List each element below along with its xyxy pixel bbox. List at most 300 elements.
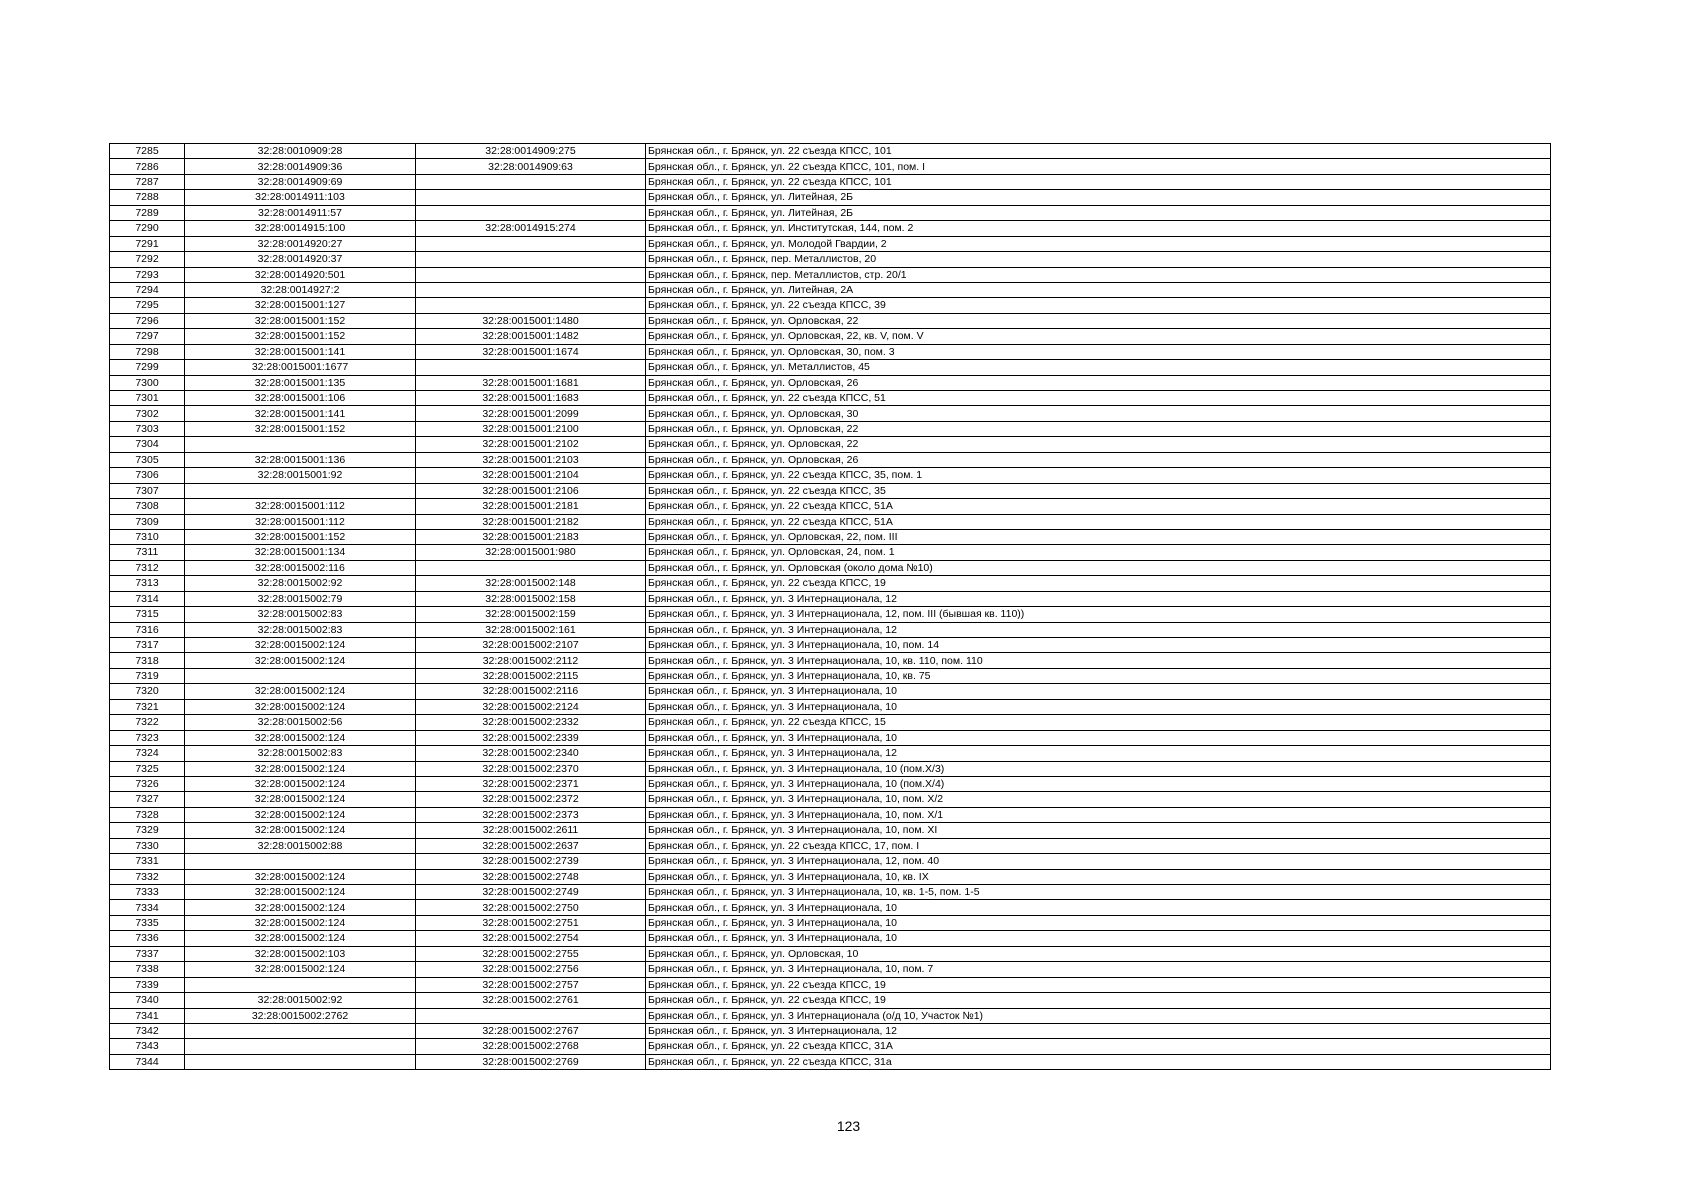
object-cadastral-number-cell: 32:28:0015002:2751 <box>416 915 646 930</box>
table-row <box>110 514 1551 529</box>
row-number-cell: 7293 <box>110 267 185 282</box>
object-cadastral-number-cell: 32:28:0015001:2099 <box>416 406 646 421</box>
address-cell: Брянская обл., г. Брянск, ул. 3 Интернационала, 10 <box>646 900 1551 915</box>
row-number-cell: 7343 <box>110 1039 185 1054</box>
address-cell: Брянская обл., г. Брянск, ул. 3 Интернационала, 10 (пом.Х/3) <box>646 761 1551 776</box>
table-row <box>110 1023 1551 1038</box>
table-row <box>110 159 1551 174</box>
address-cell: Брянская обл., г. Брянск, ул. Орловская, 30 <box>646 406 1551 421</box>
row-number-cell: 7312 <box>110 560 185 575</box>
table-row <box>110 421 1551 436</box>
address-cell: Брянская обл., г. Брянск, ул. Орловская (около дома №10) <box>646 560 1551 575</box>
table-row <box>110 545 1551 560</box>
object-cadastral-number-cell: 32:28:0015002:2340 <box>416 746 646 761</box>
address-cell: Брянская обл., г. Брянск, ул. Литейная, 2Б <box>646 190 1551 205</box>
row-number-cell: 7325 <box>110 761 185 776</box>
address-cell: Брянская обл., г. Брянск, ул. 3 Интернационала, 10 <box>646 699 1551 714</box>
land-cadastral-number-cell <box>185 437 416 452</box>
table-row <box>110 437 1551 452</box>
address-cell: Брянская обл., г. Брянск, ул. Орловская, 30, пом. 3 <box>646 344 1551 359</box>
land-cadastral-number-cell: 32:28:0015002:124 <box>185 776 416 791</box>
object-cadastral-number-cell: 32:28:0015001:1482 <box>416 329 646 344</box>
table-body <box>110 144 1551 1070</box>
object-cadastral-number-cell: 32:28:0015002:2112 <box>416 653 646 668</box>
land-cadastral-number-cell: 32:28:0014927:2 <box>185 282 416 297</box>
row-number-cell: 7317 <box>110 638 185 653</box>
land-cadastral-number-cell <box>185 483 416 498</box>
land-cadastral-number-cell: 32:28:0014915:100 <box>185 221 416 236</box>
object-cadastral-number-cell: 32:28:0015002:2757 <box>416 977 646 992</box>
land-cadastral-number-cell: 32:28:0015001:134 <box>185 545 416 560</box>
table-row <box>110 221 1551 236</box>
table-row <box>110 946 1551 961</box>
object-cadastral-number-cell: 32:28:0015002:2339 <box>416 730 646 745</box>
land-cadastral-number-cell: 32:28:0015002:124 <box>185 807 416 822</box>
row-number-cell: 7294 <box>110 282 185 297</box>
object-cadastral-number-cell: 32:28:0015002:2116 <box>416 684 646 699</box>
address-cell: Брянская обл., г. Брянск, ул. Молодой Гвардии, 2 <box>646 236 1551 251</box>
table-row <box>110 144 1551 159</box>
address-cell: Брянская обл., г. Брянск, ул. 3 Интернационала, 10, пом. XI <box>646 823 1551 838</box>
table-row <box>110 576 1551 591</box>
land-cadastral-number-cell: 32:28:0015001:106 <box>185 391 416 406</box>
address-cell: Брянская обл., г. Брянск, ул. Орловская, 22, пом. III <box>646 529 1551 544</box>
object-cadastral-number-cell: 32:28:0015002:2373 <box>416 807 646 822</box>
land-cadastral-number-cell: 32:28:0015002:124 <box>185 931 416 946</box>
land-cadastral-number-cell: 32:28:0015002:124 <box>185 638 416 653</box>
address-cell: Брянская обл., г. Брянск, пер. Металлистов, 20 <box>646 252 1551 267</box>
address-cell: Брянская обл., г. Брянск, ул. 22 съезда КПСС, 51А <box>646 514 1551 529</box>
row-number-cell: 7303 <box>110 421 185 436</box>
row-number-cell: 7291 <box>110 236 185 251</box>
address-cell: Брянская обл., г. Брянск, ул. 3 Интернационала, 10 (пом.Х/4) <box>646 776 1551 791</box>
row-number-cell: 7326 <box>110 776 185 791</box>
row-number-cell: 7308 <box>110 499 185 514</box>
address-cell: Брянская обл., г. Брянск, ул. 22 съезда КПСС, 19 <box>646 576 1551 591</box>
address-cell: Брянская обл., г. Брянск, ул. 3 Интернационала, 12, пом. III (бывшая кв. 110)) <box>646 607 1551 622</box>
land-cadastral-number-cell <box>185 977 416 992</box>
row-number-cell: 7299 <box>110 360 185 375</box>
land-cadastral-number-cell: 32:28:0014920:27 <box>185 236 416 251</box>
row-number-cell: 7321 <box>110 699 185 714</box>
land-cadastral-number-cell: 32:28:0015002:92 <box>185 993 416 1008</box>
object-cadastral-number-cell <box>416 360 646 375</box>
object-cadastral-number-cell: 32:28:0015001:980 <box>416 545 646 560</box>
table-row <box>110 854 1551 869</box>
table-row <box>110 823 1551 838</box>
land-cadastral-number-cell: 32:28:0015002:124 <box>185 792 416 807</box>
row-number-cell: 7322 <box>110 715 185 730</box>
land-cadastral-number-cell: 32:28:0015001:136 <box>185 452 416 467</box>
land-cadastral-number-cell: 32:28:0015002:124 <box>185 653 416 668</box>
row-number-cell: 7315 <box>110 607 185 622</box>
table-row <box>110 761 1551 776</box>
object-cadastral-number-cell: 32:28:0015002:161 <box>416 622 646 637</box>
land-cadastral-number-cell: 32:28:0014920:37 <box>185 252 416 267</box>
land-cadastral-number-cell: 32:28:0015002:124 <box>185 823 416 838</box>
table-row <box>110 1008 1551 1023</box>
row-number-cell: 7323 <box>110 730 185 745</box>
land-cadastral-number-cell: 32:28:0015001:152 <box>185 329 416 344</box>
address-cell: Брянская обл., г. Брянск, ул. Орловская, 10 <box>646 946 1551 961</box>
object-cadastral-number-cell <box>416 298 646 313</box>
object-cadastral-number-cell: 32:28:0015002:2611 <box>416 823 646 838</box>
table-row <box>110 329 1551 344</box>
address-cell: Брянская обл., г. Брянск, ул. 22 съезда КПСС, 17, пом. I <box>646 838 1551 853</box>
address-cell: Брянская обл., г. Брянск, ул. Орловская, 22 <box>646 437 1551 452</box>
object-cadastral-number-cell: 32:28:0015002:2370 <box>416 761 646 776</box>
row-number-cell: 7286 <box>110 159 185 174</box>
table-row <box>110 499 1551 514</box>
table-row <box>110 560 1551 575</box>
row-number-cell: 7332 <box>110 869 185 884</box>
object-cadastral-number-cell: 32:28:0015002:158 <box>416 591 646 606</box>
table-row <box>110 885 1551 900</box>
land-cadastral-number-cell <box>185 1039 416 1054</box>
address-cell: Брянская обл., г. Брянск, ул. 22 съезда КПСС, 19 <box>646 993 1551 1008</box>
land-cadastral-number-cell: 32:28:0015002:56 <box>185 715 416 730</box>
table-row <box>110 838 1551 853</box>
object-cadastral-number-cell: 32:28:0015001:1480 <box>416 313 646 328</box>
address-cell: Брянская обл., г. Брянск, ул. 22 съезда КПСС, 101 <box>646 144 1551 159</box>
row-number-cell: 7309 <box>110 514 185 529</box>
table-row <box>110 174 1551 189</box>
object-cadastral-number-cell: 32:28:0015002:148 <box>416 576 646 591</box>
land-cadastral-number-cell: 32:28:0015001:152 <box>185 421 416 436</box>
row-number-cell: 7287 <box>110 174 185 189</box>
land-cadastral-number-cell: 32:28:0015001:152 <box>185 313 416 328</box>
land-cadastral-number-cell: 32:28:0015001:112 <box>185 499 416 514</box>
row-number-cell: 7342 <box>110 1023 185 1038</box>
land-cadastral-number-cell: 32:28:0015001:135 <box>185 375 416 390</box>
object-cadastral-number-cell: 32:28:0015001:1674 <box>416 344 646 359</box>
object-cadastral-number-cell: 32:28:0015002:2748 <box>416 869 646 884</box>
land-cadastral-number-cell: 32:28:0014909:36 <box>185 159 416 174</box>
land-cadastral-number-cell: 32:28:0014911:57 <box>185 205 416 220</box>
table-row <box>110 684 1551 699</box>
address-cell: Брянская обл., г. Брянск, ул. 22 съезда КПСС, 101 <box>646 174 1551 189</box>
land-cadastral-number-cell: 32:28:0014909:69 <box>185 174 416 189</box>
row-number-cell: 7288 <box>110 190 185 205</box>
table-row <box>110 344 1551 359</box>
table-row <box>110 993 1551 1008</box>
land-cadastral-number-cell: 32:28:0015002:83 <box>185 607 416 622</box>
land-cadastral-number-cell <box>185 1023 416 1038</box>
address-cell: Брянская обл., г. Брянск, ул. Институтская, 144, пом. 2 <box>646 221 1551 236</box>
table-row <box>110 607 1551 622</box>
land-cadastral-number-cell: 32:28:0015002:116 <box>185 560 416 575</box>
row-number-cell: 7329 <box>110 823 185 838</box>
table-row <box>110 931 1551 946</box>
row-number-cell: 7295 <box>110 298 185 313</box>
row-number-cell: 7335 <box>110 915 185 930</box>
row-number-cell: 7310 <box>110 529 185 544</box>
row-number-cell: 7304 <box>110 437 185 452</box>
row-number-cell: 7301 <box>110 391 185 406</box>
page-number: 123 <box>836 1118 861 1134</box>
table-row <box>110 205 1551 220</box>
address-cell: Брянская обл., г. Брянск, ул. 3 Интернационала, 10 <box>646 730 1551 745</box>
address-cell: Брянская обл., г. Брянск, ул. 3 Интернационала, 10 <box>646 915 1551 930</box>
address-cell: Брянская обл., г. Брянск, ул. 22 съезда КПСС, 31а <box>646 1054 1551 1069</box>
land-cadastral-number-cell: 32:28:0015002:124 <box>185 915 416 930</box>
land-cadastral-number-cell: 32:28:0015001:141 <box>185 344 416 359</box>
land-cadastral-number-cell: 32:28:0015002:83 <box>185 746 416 761</box>
address-cell: Брянская обл., г. Брянск, ул. Орловская, 22 <box>646 421 1551 436</box>
address-cell: Брянская обл., г. Брянск, ул. 22 съезда КПСС, 15 <box>646 715 1551 730</box>
object-cadastral-number-cell <box>416 252 646 267</box>
table-row <box>110 298 1551 313</box>
row-number-cell: 7318 <box>110 653 185 668</box>
object-cadastral-number-cell <box>416 190 646 205</box>
table-row <box>110 406 1551 421</box>
table-row <box>110 776 1551 791</box>
land-cadastral-number-cell: 32:28:0014920:501 <box>185 267 416 282</box>
object-cadastral-number-cell: 32:28:0015001:1681 <box>416 375 646 390</box>
object-cadastral-number-cell <box>416 560 646 575</box>
row-number-cell: 7341 <box>110 1008 185 1023</box>
row-number-cell: 7320 <box>110 684 185 699</box>
address-cell: Брянская обл., г. Брянск, ул. 3 Интернационала, 12 <box>646 746 1551 761</box>
address-cell: Брянская обл., г. Брянск, ул. 22 съезда КПСС, 31А <box>646 1039 1551 1054</box>
row-number-cell: 7340 <box>110 993 185 1008</box>
row-number-cell: 7333 <box>110 885 185 900</box>
object-cadastral-number-cell: 32:28:0015001:2181 <box>416 499 646 514</box>
table-row <box>110 792 1551 807</box>
table-row <box>110 730 1551 745</box>
table-row <box>110 529 1551 544</box>
row-number-cell: 7300 <box>110 375 185 390</box>
address-cell: Брянская обл., г. Брянск, ул. 3 Интернационала (о/д 10, Участок №1) <box>646 1008 1551 1023</box>
land-cadastral-number-cell: 32:28:0014911:103 <box>185 190 416 205</box>
land-cadastral-number-cell: 32:28:0015002:124 <box>185 900 416 915</box>
row-number-cell: 7285 <box>110 144 185 159</box>
address-cell: Брянская обл., г. Брянск, пер. Металлистов, стр. 20/1 <box>646 267 1551 282</box>
land-cadastral-number-cell: 32:28:0015002:103 <box>185 946 416 961</box>
row-number-cell: 7337 <box>110 946 185 961</box>
land-cadastral-number-cell: 32:28:0015001:127 <box>185 298 416 313</box>
object-cadastral-number-cell: 32:28:0014909:275 <box>416 144 646 159</box>
land-cadastral-number-cell: 32:28:0015002:2762 <box>185 1008 416 1023</box>
address-cell: Брянская обл., г. Брянск, ул. Металлистов, 45 <box>646 360 1551 375</box>
object-cadastral-number-cell <box>416 236 646 251</box>
address-cell: Брянская обл., г. Брянск, ул. 3 Интернационала, 10 <box>646 684 1551 699</box>
land-cadastral-number-cell: 32:28:0015002:124 <box>185 684 416 699</box>
object-cadastral-number-cell: 32:28:0015001:2100 <box>416 421 646 436</box>
land-cadastral-number-cell: 32:28:0015001:152 <box>185 529 416 544</box>
address-cell: Брянская обл., г. Брянск, ул. 3 Интернационала, 12 <box>646 1023 1551 1038</box>
row-number-cell: 7302 <box>110 406 185 421</box>
row-number-cell: 7316 <box>110 622 185 637</box>
table-row <box>110 915 1551 930</box>
property-registry-table <box>109 143 1551 1070</box>
table-row <box>110 668 1551 683</box>
land-cadastral-number-cell: 32:28:0015002:124 <box>185 869 416 884</box>
address-cell: Брянская обл., г. Брянск, ул. Орловская, 22 <box>646 313 1551 328</box>
row-number-cell: 7334 <box>110 900 185 915</box>
address-cell: Брянская обл., г. Брянск, ул. 22 съезда КПСС, 35, пом. 1 <box>646 468 1551 483</box>
object-cadastral-number-cell: 32:28:0015002:2124 <box>416 699 646 714</box>
table-row <box>110 252 1551 267</box>
object-cadastral-number-cell: 32:28:0015002:2755 <box>416 946 646 961</box>
row-number-cell: 7297 <box>110 329 185 344</box>
row-number-cell: 7311 <box>110 545 185 560</box>
object-cadastral-number-cell: 32:28:0015002:2750 <box>416 900 646 915</box>
table-row <box>110 962 1551 977</box>
row-number-cell: 7306 <box>110 468 185 483</box>
land-cadastral-number-cell <box>185 1054 416 1069</box>
table-row <box>110 1054 1551 1069</box>
table-row <box>110 622 1551 637</box>
object-cadastral-number-cell: 32:28:0015001:2104 <box>416 468 646 483</box>
address-cell: Брянская обл., г. Брянск, ул. 3 Интернационала, 10, кв. 110, пом. 110 <box>646 653 1551 668</box>
land-cadastral-number-cell: 32:28:0010909:28 <box>185 144 416 159</box>
address-cell: Брянская обл., г. Брянск, ул. Литейная, 2Б <box>646 205 1551 220</box>
land-cadastral-number-cell: 32:28:0015002:88 <box>185 838 416 853</box>
address-cell: Брянская обл., г. Брянск, ул. 3 Интернационала, 10, кв. 75 <box>646 668 1551 683</box>
object-cadastral-number-cell: 32:28:0015002:2761 <box>416 993 646 1008</box>
object-cadastral-number-cell <box>416 1008 646 1023</box>
object-cadastral-number-cell: 32:28:0015002:2372 <box>416 792 646 807</box>
object-cadastral-number-cell: 32:28:0015002:2332 <box>416 715 646 730</box>
table-row <box>110 452 1551 467</box>
land-cadastral-number-cell: 32:28:0015002:79 <box>185 591 416 606</box>
address-cell: Брянская обл., г. Брянск, ул. Литейная, 2А <box>646 282 1551 297</box>
object-cadastral-number-cell: 32:28:0015002:2749 <box>416 885 646 900</box>
object-cadastral-number-cell: 32:28:0015002:2739 <box>416 854 646 869</box>
address-cell: Брянская обл., г. Брянск, ул. Орловская, 22, кв. V, пом. V <box>646 329 1551 344</box>
table-row <box>110 282 1551 297</box>
land-cadastral-number-cell: 32:28:0015001:1677 <box>185 360 416 375</box>
address-cell: Брянская обл., г. Брянск, ул. 3 Интернационала, 12 <box>646 591 1551 606</box>
row-number-cell: 7324 <box>110 746 185 761</box>
land-cadastral-number-cell: 32:28:0015001:141 <box>185 406 416 421</box>
object-cadastral-number-cell <box>416 174 646 189</box>
object-cadastral-number-cell: 32:28:0015001:2106 <box>416 483 646 498</box>
row-number-cell: 7307 <box>110 483 185 498</box>
address-cell: Брянская обл., г. Брянск, ул. 22 съезда КПСС, 39 <box>646 298 1551 313</box>
object-cadastral-number-cell: 32:28:0014915:274 <box>416 221 646 236</box>
table-row <box>110 699 1551 714</box>
row-number-cell: 7298 <box>110 344 185 359</box>
table-row <box>110 375 1551 390</box>
row-number-cell: 7296 <box>110 313 185 328</box>
object-cadastral-number-cell: 32:28:0015002:2107 <box>416 638 646 653</box>
address-cell: Брянская обл., г. Брянск, ул. 3 Интернационала, 12, пом. 40 <box>646 854 1551 869</box>
object-cadastral-number-cell: 32:28:0015002:2115 <box>416 668 646 683</box>
address-cell: Брянская обл., г. Брянск, ул. 3 Интернационала, 10, пом. 14 <box>646 638 1551 653</box>
table-row <box>110 468 1551 483</box>
table-row <box>110 360 1551 375</box>
object-cadastral-number-cell: 32:28:0015002:2371 <box>416 776 646 791</box>
row-number-cell: 7327 <box>110 792 185 807</box>
land-cadastral-number-cell: 32:28:0015002:124 <box>185 885 416 900</box>
land-cadastral-number-cell: 32:28:0015002:124 <box>185 962 416 977</box>
land-cadastral-number-cell: 32:28:0015001:112 <box>185 514 416 529</box>
land-cadastral-number-cell: 32:28:0015001:92 <box>185 468 416 483</box>
land-cadastral-number-cell: 32:28:0015002:83 <box>185 622 416 637</box>
address-cell: Брянская обл., г. Брянск, ул. Орловская, 26 <box>646 375 1551 390</box>
address-cell: Брянская обл., г. Брянск, ул. Орловская, 26 <box>646 452 1551 467</box>
row-number-cell: 7289 <box>110 205 185 220</box>
address-cell: Брянская обл., г. Брянск, ул. 22 съезда КПСС, 35 <box>646 483 1551 498</box>
row-number-cell: 7339 <box>110 977 185 992</box>
address-cell: Брянская обл., г. Брянск, ул. 3 Интернационала, 10, пом. Х/2 <box>646 792 1551 807</box>
table-row <box>110 190 1551 205</box>
object-cadastral-number-cell: 32:28:0015002:2767 <box>416 1023 646 1038</box>
row-number-cell: 7314 <box>110 591 185 606</box>
address-cell: Брянская обл., г. Брянск, ул. 3 Интернационала, 10 <box>646 931 1551 946</box>
address-cell: Брянская обл., г. Брянск, ул. 3 Интернационала, 10, кв. 1-5, пом. 1-5 <box>646 885 1551 900</box>
row-number-cell: 7328 <box>110 807 185 822</box>
object-cadastral-number-cell: 32:28:0015001:2183 <box>416 529 646 544</box>
object-cadastral-number-cell: 32:28:0015002:2769 <box>416 1054 646 1069</box>
object-cadastral-number-cell: 32:28:0015001:2182 <box>416 514 646 529</box>
object-cadastral-number-cell: 32:28:0015002:2637 <box>416 838 646 853</box>
object-cadastral-number-cell: 32:28:0014909:63 <box>416 159 646 174</box>
row-number-cell: 7344 <box>110 1054 185 1069</box>
object-cadastral-number-cell <box>416 267 646 282</box>
land-cadastral-number-cell: 32:28:0015002:124 <box>185 761 416 776</box>
address-cell: Брянская обл., г. Брянск, ул. 3 Интернационала, 12 <box>646 622 1551 637</box>
address-cell: Брянская обл., г. Брянск, ул. Орловская, 24, пом. 1 <box>646 545 1551 560</box>
row-number-cell: 7330 <box>110 838 185 853</box>
land-cadastral-number-cell: 32:28:0015002:92 <box>185 576 416 591</box>
address-cell: Брянская обл., г. Брянск, ул. 22 съезда КПСС, 101, пом. I <box>646 159 1551 174</box>
row-number-cell: 7313 <box>110 576 185 591</box>
object-cadastral-number-cell: 32:28:0015001:1683 <box>416 391 646 406</box>
object-cadastral-number-cell <box>416 282 646 297</box>
table-row <box>110 391 1551 406</box>
row-number-cell: 7331 <box>110 854 185 869</box>
land-cadastral-number-cell <box>185 854 416 869</box>
address-cell: Брянская обл., г. Брянск, ул. 22 съезда КПСС, 51 <box>646 391 1551 406</box>
object-cadastral-number-cell: 32:28:0015001:2103 <box>416 452 646 467</box>
table-row <box>110 313 1551 328</box>
table-row <box>110 1039 1551 1054</box>
land-cadastral-number-cell: 32:28:0015002:124 <box>185 730 416 745</box>
table-row <box>110 900 1551 915</box>
object-cadastral-number-cell <box>416 205 646 220</box>
table-row <box>110 236 1551 251</box>
row-number-cell: 7319 <box>110 668 185 683</box>
address-cell: Брянская обл., г. Брянск, ул. 3 Интернационала, 10, кв. IX <box>646 869 1551 884</box>
table-row <box>110 746 1551 761</box>
row-number-cell: 7336 <box>110 931 185 946</box>
table-row <box>110 591 1551 606</box>
land-cadastral-number-cell: 32:28:0015002:124 <box>185 699 416 714</box>
address-cell: Брянская обл., г. Брянск, ул. 3 Интернационала, 10, пом. Х/1 <box>646 807 1551 822</box>
table-row <box>110 483 1551 498</box>
row-number-cell: 7305 <box>110 452 185 467</box>
land-cadastral-number-cell <box>185 668 416 683</box>
address-cell: Брянская обл., г. Брянск, ул. 22 съезда КПСС, 51А <box>646 499 1551 514</box>
object-cadastral-number-cell: 32:28:0015002:159 <box>416 607 646 622</box>
object-cadastral-number-cell: 32:28:0015002:2756 <box>416 962 646 977</box>
row-number-cell: 7338 <box>110 962 185 977</box>
table-row <box>110 715 1551 730</box>
table-row <box>110 869 1551 884</box>
row-number-cell: 7290 <box>110 221 185 236</box>
table-row <box>110 807 1551 822</box>
row-number-cell: 7292 <box>110 252 185 267</box>
object-cadastral-number-cell: 32:28:0015002:2754 <box>416 931 646 946</box>
address-cell: Брянская обл., г. Брянск, ул. 3 Интернационала, 10, пом. 7 <box>646 962 1551 977</box>
table-row <box>110 653 1551 668</box>
table-row <box>110 977 1551 992</box>
table-row <box>110 267 1551 282</box>
object-cadastral-number-cell: 32:28:0015001:2102 <box>416 437 646 452</box>
